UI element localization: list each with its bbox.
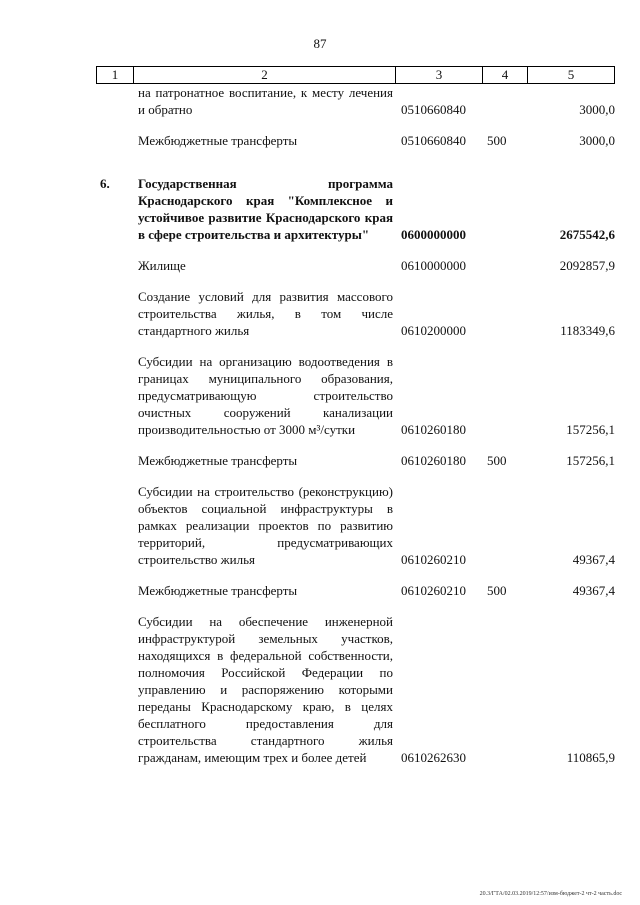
row-code: 0610260180	[401, 453, 466, 468]
table-row-program	[96, 175, 615, 243]
row-number: 6.	[100, 176, 110, 191]
row-sum: 3000,0	[579, 133, 615, 148]
row-code: 0610200000	[401, 323, 466, 338]
row-name: на патронатное воспитание, к месту лечения и обратно	[138, 85, 393, 117]
row-code: 0610260210	[401, 583, 466, 598]
table-row	[96, 84, 615, 118]
row-expense-type: 500	[487, 583, 507, 598]
table-row	[96, 613, 615, 766]
row-code: 0600000000	[401, 227, 466, 242]
table-row	[96, 132, 615, 149]
row-name: Жилище	[138, 258, 186, 273]
table-header	[96, 66, 615, 84]
row-name: Государственная программа Краснодарского края "Комплексное и устойчивое развитие Краснодарского края в сфере строительства и архитектуры"	[138, 176, 393, 242]
row-sum: 157256,1	[566, 422, 615, 437]
table-row	[96, 582, 615, 599]
table-row	[96, 452, 615, 469]
row-sum: 2092857,9	[559, 258, 615, 273]
row-code: 0510660840	[401, 102, 466, 117]
row-sum: 157256,1	[566, 453, 615, 468]
header-col-1: 1	[96, 67, 133, 83]
row-sum: 110865,9	[566, 750, 615, 765]
document-footer: 20.3/ГТА/02.03.2019/12:57/изм-бюджет-2 чт-2 часть.doc	[479, 891, 622, 897]
row-name: Межбюджетные трансферты	[138, 453, 298, 468]
row-code: 0610260210	[401, 552, 466, 567]
row-sum: 2675542,6	[559, 227, 615, 242]
row-name: Субсидии на организацию водоотведения в границах муниципального образования, предусматривающую строительство очистных сооружений канализации производительностью от 3000 м³/сутки	[138, 354, 393, 437]
row-sum: 3000,0	[579, 102, 615, 117]
row-name: Межбюджетные трансферты	[138, 133, 298, 148]
header-col-4: 4	[482, 67, 527, 83]
row-sum: 49367,4	[572, 552, 615, 567]
table-row	[96, 288, 615, 339]
row-code: 0610262630	[401, 750, 466, 765]
row-sum: 1183349,6	[560, 323, 615, 338]
header-col-3: 3	[395, 67, 482, 83]
row-name: Создание условий для развития массового строительства жилья, в том числе стандартного жилья	[138, 289, 393, 338]
row-code: 0610260180	[401, 422, 466, 437]
row-code: 0510660840	[401, 133, 466, 148]
row-name: Межбюджетные трансферты	[138, 583, 298, 598]
budget-table	[96, 84, 615, 766]
table-row	[96, 257, 615, 274]
row-code: 0610000000	[401, 258, 466, 273]
header-col-5: 5	[527, 67, 615, 83]
table-row	[96, 353, 615, 438]
row-name: Субсидии на обеспечение инженерной инфраструктурой земельных участков, находящихся в федеральной собственности, полномочия Российской Федерации по управлению и распоряжению которыми переданы Краснодарскому краю, в целях бесплатного предоставления для строительства стандартного жилья гражданам, имеющим трех и более детей	[138, 614, 393, 765]
page-number: 87	[313, 36, 327, 51]
row-expense-type: 500	[487, 133, 507, 148]
row-expense-type: 500	[487, 453, 507, 468]
table-row	[96, 483, 615, 568]
header-col-2: 2	[133, 67, 395, 83]
row-name: Субсидии на строительство (реконструкцию) объектов социальной инфраструктуры в рамках реализации проектов по развитию территорий, предусматривающих строительство жилья	[138, 484, 393, 567]
row-sum: 49367,4	[572, 583, 615, 598]
